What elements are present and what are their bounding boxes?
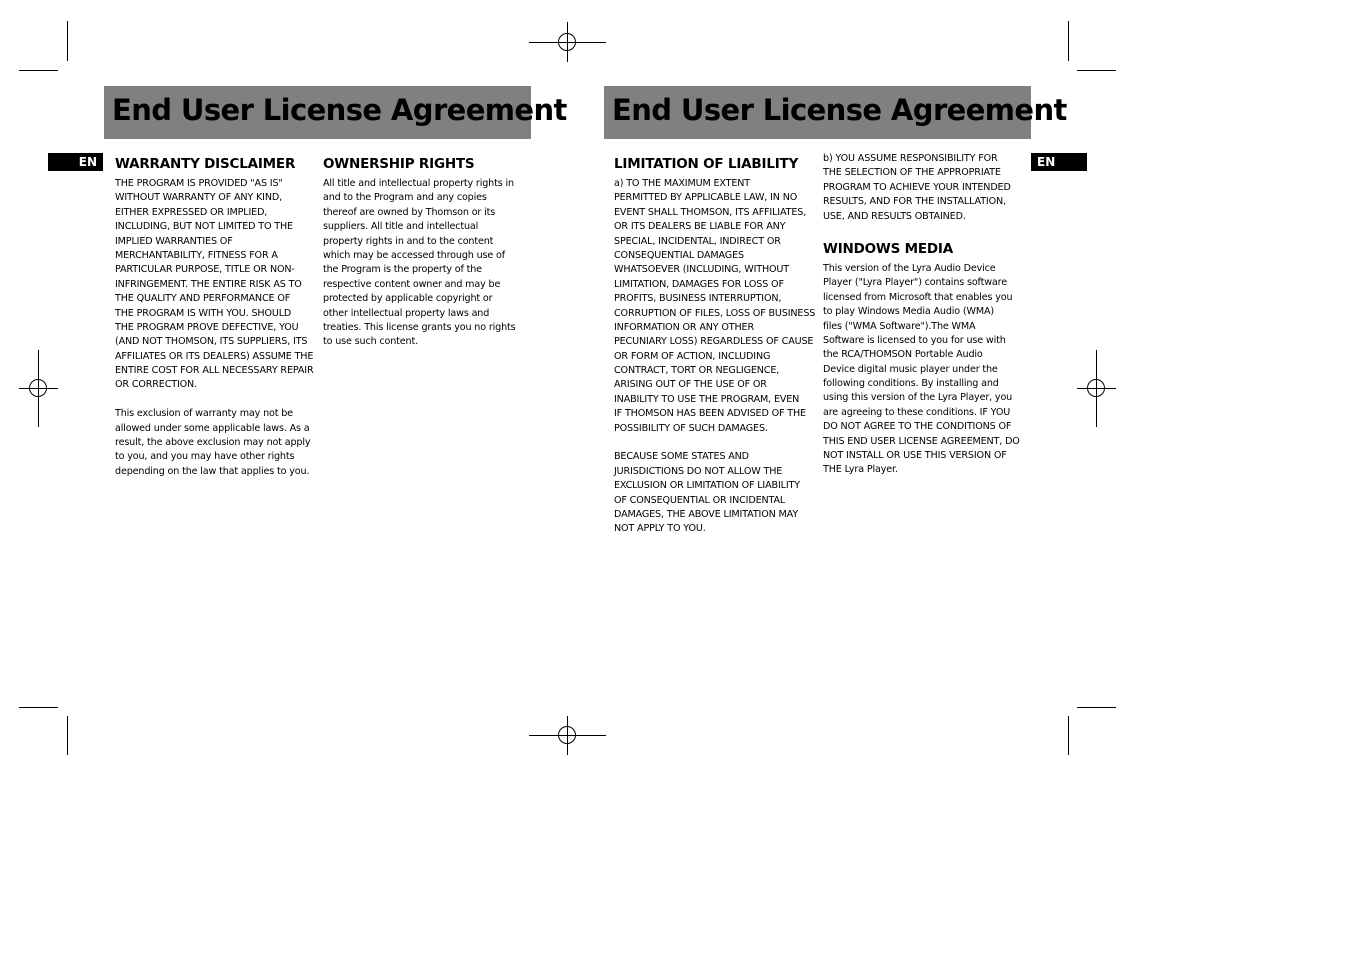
- text-line: b) YOU ASSUME RESPONSIBILITY FOR: [823, 153, 998, 164]
- text-line: ENTIRE COST FOR ALL NECESSARY REPAIR: [115, 365, 314, 377]
- text-line: This exclusion of warranty may not be: [115, 408, 293, 420]
- text-line: PECUNIARY LOSS) REGARDLESS OF CAUSE: [614, 336, 814, 348]
- section-heading: OWNERSHIP RIGHTS: [323, 156, 475, 172]
- text-line: suppliers. All title and intellectual: [323, 221, 479, 233]
- text-line: PROFITS, BUSINESS INTERRUPTION,: [614, 293, 782, 305]
- text-line: the Program is the property of the: [323, 264, 482, 276]
- text-line: and to the Program and any copies: [323, 192, 487, 204]
- text-line: a) TO THE MAXIMUM EXTENT: [614, 178, 751, 189]
- text-line: INFRINGEMENT. THE ENTIRE RISK AS TO: [115, 278, 302, 290]
- text-line: THIS END USER LICENSE AGREEMENT, DO: [823, 435, 1020, 447]
- text-line: DAMAGES, THE ABOVE LIMITATION MAY: [614, 508, 799, 520]
- language-badge: EN: [48, 153, 103, 171]
- text-line: IMPLIED WARRANTIES OF: [115, 235, 233, 247]
- crop-mark: [19, 707, 58, 708]
- crop-mark: [1068, 716, 1069, 755]
- text-line: to you, and you may have other rights: [115, 451, 295, 463]
- text-line: JURISDICTIONS DO NOT ALLOW THE: [614, 465, 783, 477]
- column-ownership: [323, 155, 528, 350]
- text-line: CONSEQUENTIAL DAMAGES: [614, 249, 744, 261]
- section-body: [823, 152, 1023, 224]
- title-bar: [604, 86, 1067, 139]
- section-heading: WINDOWS MEDIA: [823, 240, 953, 257]
- text-line: other intellectual property laws and: [323, 307, 490, 319]
- text-line: EXCLUSION OR LIMITATION OF LIABILITY: [614, 480, 800, 492]
- text-line: thereof are owned by Thomson or its: [323, 206, 496, 218]
- text-line: OR ITS DEALERS BE LIABLE FOR ANY: [614, 221, 786, 233]
- text-line: THE PROGRAM PROVE DEFECTIVE, YOU: [115, 321, 299, 333]
- column-warranty: [115, 155, 315, 479]
- text-line: All title and intellectual property rights in: [323, 178, 514, 189]
- text-line: allowed under some applicable laws. As a: [115, 422, 310, 434]
- paragraph: [614, 450, 814, 536]
- paragraph: [823, 262, 1023, 478]
- text-line: THE SELECTION OF THE APPROPRIATE: [823, 167, 1001, 179]
- text-line: OR FORM OF ACTION, INCLUDING: [614, 350, 771, 362]
- text-line: IF THOMSON HAS BEEN ADVISED OF THE: [614, 408, 806, 420]
- crop-mark: [1077, 70, 1116, 71]
- language-badge: EN: [1031, 153, 1087, 171]
- text-line: INABILITY TO USE THE PROGRAM, EVEN: [614, 393, 800, 405]
- text-line: CONTRACT, TORT OR NEGLIGENCE,: [614, 365, 780, 377]
- text-line: NOT APPLY TO YOU.: [614, 523, 706, 535]
- text-line: INCLUDING, BUT NOT LIMITED TO THE: [115, 221, 293, 233]
- section-heading: WARRANTY DISCLAIMER: [115, 156, 296, 172]
- crop-mark: [19, 70, 58, 71]
- text-line: protected by applicable copyright or: [323, 293, 493, 305]
- text-line: using this version of the Lyra Player, you: [823, 392, 1013, 404]
- text-line: respective content owner and may be: [323, 278, 501, 290]
- text-line: (AND NOT THOMSON, ITS SUPPLIERS, ITS: [115, 336, 308, 348]
- text-line: EVENT SHALL THOMSON, ITS AFFILIATES,: [614, 206, 807, 218]
- text-line: following conditions. By installing and: [823, 378, 999, 390]
- text-line: to use such content.: [323, 336, 418, 348]
- text-line: USE, AND RESULTS OBTAINED.: [823, 210, 966, 222]
- text-line: SPECIAL, INCIDENTAL, INDIRECT OR: [614, 235, 781, 247]
- text-line: THE QUALITY AND PERFORMANCE OF: [115, 293, 291, 305]
- paragraph: [823, 152, 1023, 224]
- text-line: NOT INSTALL OR USE THIS VERSION OF: [823, 450, 1007, 462]
- text-line: THE Lyra Player.: [823, 464, 898, 476]
- text-line: MERCHANTABILITY, FITNESS FOR A: [115, 249, 278, 261]
- column-limitation: [614, 155, 814, 537]
- text-line: PERMITTED BY APPLICABLE LAW, IN NO: [614, 192, 798, 204]
- text-line: WHATSOEVER (INCLUDING, WITHOUT: [614, 264, 790, 276]
- text-line: EITHER EXPRESSED OR IMPLIED,: [115, 206, 268, 218]
- paragraph: [115, 407, 315, 479]
- text-line: POSSIBILITY OF SUCH DAMAGES.: [614, 422, 768, 434]
- text-line: files ("WMA Software").The WMA: [823, 320, 976, 332]
- text-line: result, the above exclusion may not apply: [115, 437, 311, 449]
- crop-mark: [67, 716, 68, 755]
- text-line: RESULTS, AND FOR THE INSTALLATION,: [823, 196, 1006, 208]
- crop-mark: [1068, 21, 1069, 61]
- text-line: property rights in and to the content: [323, 235, 494, 247]
- crop-mark: [67, 21, 68, 61]
- text-line: LIMITATION, DAMAGES FOR LOSS OF: [614, 278, 784, 290]
- section-body: [823, 262, 1023, 478]
- text-line: PROGRAM TO ACHIEVE YOUR INTENDED: [823, 181, 1011, 193]
- section-heading: LIMITATION OF LIABILITY: [614, 156, 799, 172]
- text-line: THE PROGRAM IS PROVIDED "AS IS": [115, 178, 283, 189]
- text-line: to play Windows Media Audio (WMA): [823, 306, 994, 318]
- text-line: OF CONSEQUENTIAL OR INCIDENTAL: [614, 494, 786, 506]
- text-line: which may be accessed through use of: [323, 249, 505, 261]
- text-line: Device digital music player under the: [823, 363, 998, 375]
- paragraph: [115, 177, 315, 393]
- paragraph: [614, 177, 814, 436]
- text-line: PARTICULAR PURPOSE, TITLE OR NON-: [115, 264, 295, 276]
- text-line: Software is licensed to you for use with: [823, 334, 1006, 346]
- paragraph: [323, 177, 528, 350]
- text-line: ARISING OUT OF THE USE OF OR: [614, 379, 767, 391]
- text-line: are agreeing to these conditions. IF YOU: [823, 406, 1011, 418]
- crop-mark: [1077, 707, 1116, 708]
- text-line: licensed from Microsoft that enables you: [823, 291, 1013, 303]
- text-line: treaties. This license grants you no rights: [323, 321, 516, 333]
- text-line: DO NOT AGREE TO THE CONDITIONS OF: [823, 421, 1012, 433]
- page-title: End User License Agreement: [112, 93, 567, 127]
- section-body: [323, 177, 528, 350]
- text-line: the RCA/THOMSON Portable Audio: [823, 349, 983, 361]
- section-body: [115, 177, 315, 479]
- title-bar: [104, 86, 567, 139]
- text-line: INFORMATION OR ANY OTHER: [614, 321, 754, 333]
- section-body: [614, 177, 814, 537]
- text-line: depending on the law that applies to you.: [115, 465, 310, 477]
- column-responsibility: [823, 152, 1023, 478]
- page-title: End User License Agreement: [612, 93, 1067, 127]
- text-line: OR CORRECTION.: [115, 379, 197, 391]
- text-line: THE PROGRAM IS WITH YOU. SHOULD: [115, 307, 292, 319]
- text-line: BECAUSE SOME STATES AND: [614, 451, 749, 463]
- text-line: WITHOUT WARRANTY OF ANY KIND,: [115, 192, 283, 204]
- text-line: AFFILIATES OR ITS DEALERS) ASSUME THE: [115, 350, 314, 362]
- text-line: CORRUPTION OF FILES, LOSS OF BUSINESS: [614, 307, 816, 319]
- text-line: Player ("Lyra Player") contains software: [823, 277, 1007, 289]
- text-line: This version of the Lyra Audio Device: [823, 262, 996, 274]
